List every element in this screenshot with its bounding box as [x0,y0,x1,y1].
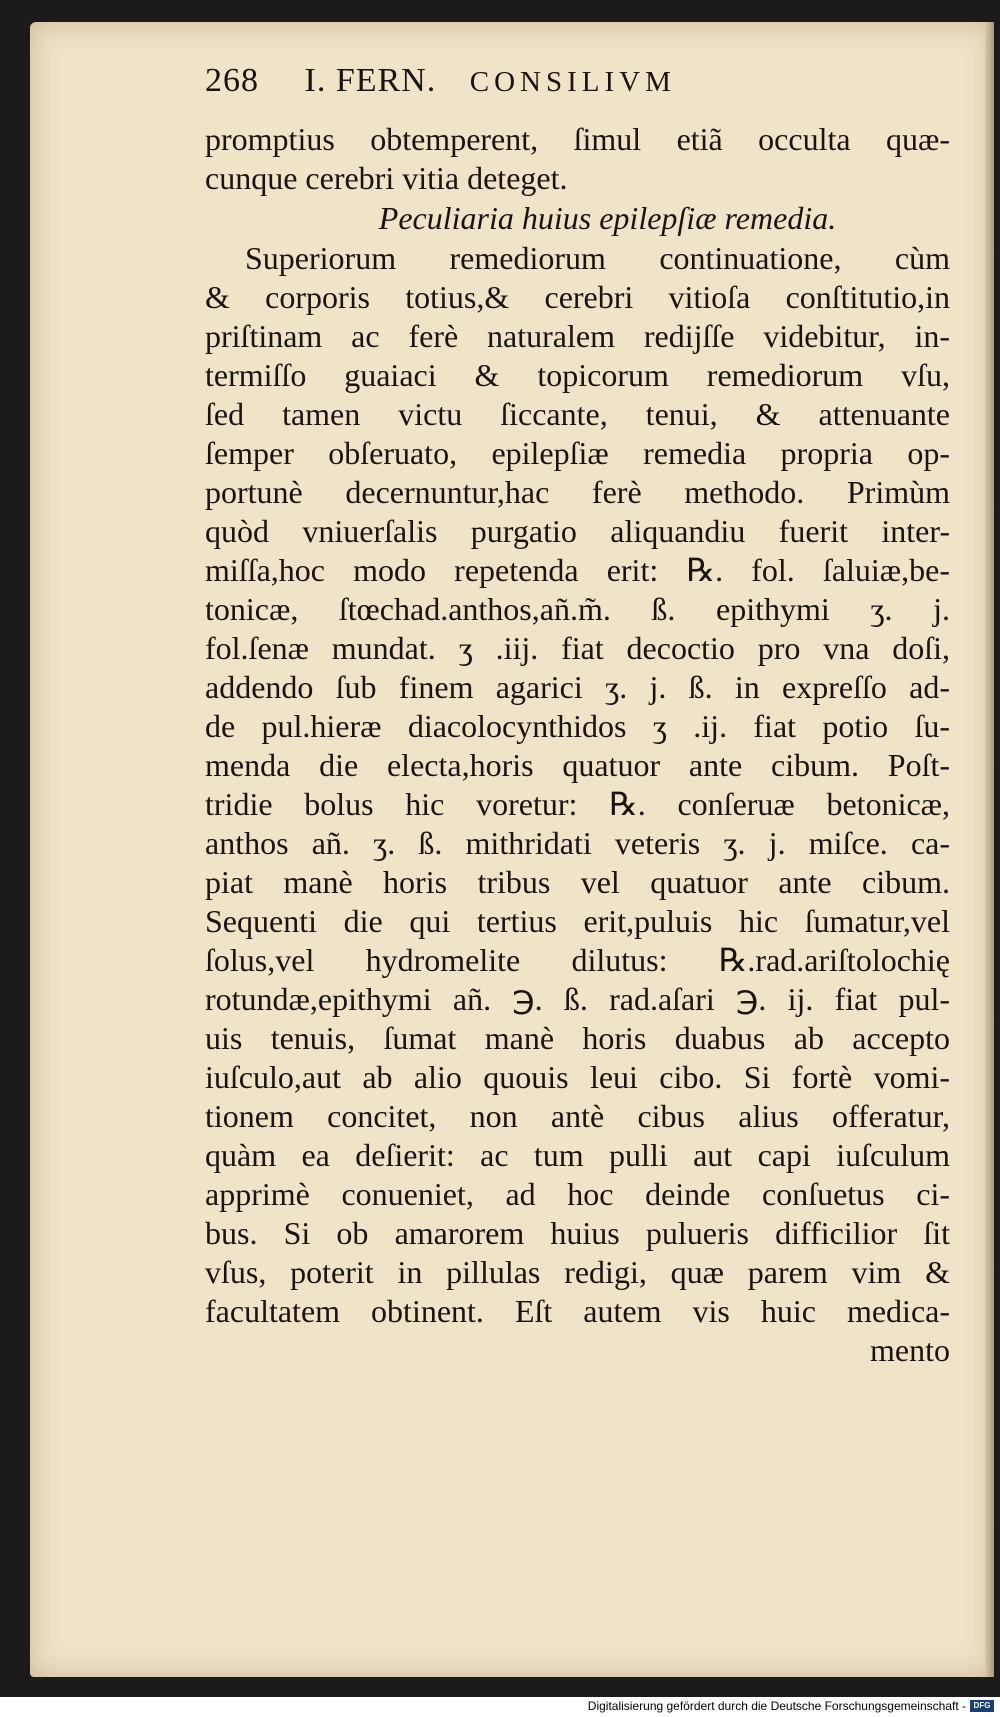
text-line: anthos añ. ʒ. ß. mithridati veteris ʒ. j. miſce. ca- [205,825,950,861]
page-text [205,62,950,1370]
text-line: ſolus,vel hydromelite dilutus: ℞.rad.ariſtolochię [205,942,950,978]
text-line: addendo ſub finem agarici ʒ. j. ß. in expreſſo ad- [205,669,950,705]
text-line: de pul.hieræ diacolocynthidos ʒ .ij. fiat potio ſu- [205,708,950,744]
text-line: termiſſo guaiaci & topicorum remediorum vſu, [205,357,950,393]
text-line: Superiorum remediorum continuatione, cùm [245,240,950,276]
text-line: facultatem obtinent. Eſt autem vis huic medica- [205,1293,950,1329]
text-line: uis tenuis, ſumat manè horis duabus ab accepto [205,1020,950,1056]
text-line: iuſculo,aut ab alio quouis leui cibo. Si fortè vomi- [205,1059,950,1095]
text-line: vſus, poterit in pillulas redigi, quæ parem vim & [205,1254,950,1290]
dfg-logo: DFG [970,1700,994,1712]
digitization-footer [0,1697,1000,1717]
text-line: miſſa,hoc modo repetenda erit: ℞. fol. ſaluiæ,be- [205,552,950,588]
text-line: priſtinam ac ferè naturalem redijſſe videbitur, in- [205,318,950,354]
running-header [205,62,950,120]
catchword: mento [870,1332,950,1368]
text-line: tionem concitet, non antè cibus alius offeratur, [205,1098,950,1134]
header-author: I. FERN. [304,62,437,99]
text-line: & corporis totius,& cerebri vitioſa conſtitutio,in [205,279,950,315]
footer-credit: Digitalisierung gefördert durch die Deutsche Forschungsgemeinschaft - [587,1699,966,1713]
text-line: quàm ea deſierit: ac tum pulli aut capi iuſculum [205,1137,950,1173]
text-line: Sequenti die qui tertius erit,puluis hic ſumatur,vel [205,903,950,939]
text-line: tonicæ, ſtœchad.anthos,añ.m̃. ß. epithymi ʒ. j. [205,591,950,627]
text-line: fol.ſenæ mundat. ʒ .iij. fiat decoctio pro vna doſi, [205,630,950,666]
text-line: tridie bolus hic voretur: ℞. conſeruæ betonicæ, [205,786,950,822]
text-line: quòd vniuerſalis purgatio aliquandiu fuerit inter- [205,513,950,549]
text-line: apprimè conueniet, ad hoc deinde conſuetus ci- [205,1176,950,1212]
page-number: 268 [205,62,259,99]
text-line: menda die electa,horis quatuor ante cibum. Poſt- [205,747,950,783]
text-line: cunque cerebri vitia deteget. [205,160,568,196]
text-line: promptius obtemperent, ſimul etiã occulta quæ- [205,121,950,157]
text-line: ſemper obſeruato, epilepſiæ remedia propria op- [205,435,950,471]
text-line: piat manè horis tribus vel quatuor ante cibum. [205,864,950,900]
text-line: portunè decernuntur,hac ferè methodo. Primùm [205,474,950,510]
text-line: bus. Si ob amarorem huius pulueris difficilior ſit [205,1215,950,1251]
section-heading: Peculiaria huius epilepſiæ remedia. [378,200,837,236]
text-line: ſed tamen victu ſiccante, tenui, & attenuante [205,396,950,432]
page-gutter [985,22,994,1677]
text-line: rotundæ,epithymi añ. ℈. ß. rad.aſari ℈. ij. fiat pul- [205,981,950,1017]
header-title: CONSILIVM [469,66,676,98]
